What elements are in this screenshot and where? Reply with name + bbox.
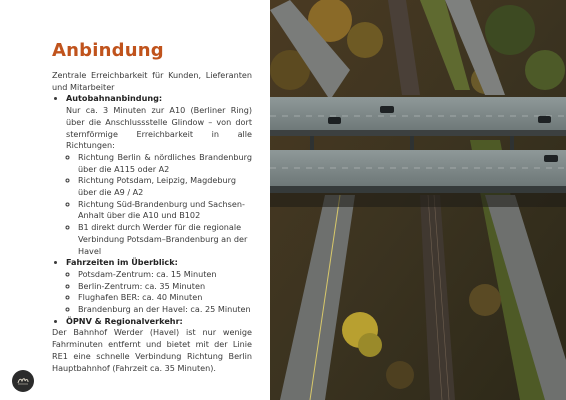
section-autobahn <box>66 93 252 257</box>
section-title-oepnv: ÖPNV & Regionalverkehr: <box>66 315 183 326</box>
list-item: ◦ Richtung Potsdam, Leipzig, Magdeburg über die A9 / A2 <box>78 175 252 198</box>
autobahn-text: Nur ca. 3 Minuten zur A10 (Berliner Ring) über die Anschlussstelle Glindow – von dort sternförmige Erreichbarkeit in alle Richtungen: <box>66 105 252 151</box>
list-item: ◦ Richtung Berlin & nördliches Brandenburg über die A115 oder A2 <box>78 152 252 175</box>
fahrzeiten-list <box>66 269 252 316</box>
section-oepnv <box>66 316 252 328</box>
list-item: ◦ Potsdam-Zentrum: ca. 15 Minuten <box>78 269 252 281</box>
list-item: ◦ Flughafen BER: ca. 40 Minuten <box>78 292 252 304</box>
text-panel <box>0 0 270 400</box>
autobahn-routes <box>66 152 252 257</box>
content-body <box>52 70 252 374</box>
closing-text: Der Bahnhof Werder (Havel) ist nur wenige Fahrminuten entfernt und bietet mit der Linie RE1 eine schnelle Verbindung Richtung Berlin Hauptbahnhof (Fahrzeit ca. 35 Minuten). <box>52 327 252 373</box>
intro-text: Zentrale Erreichbarkeit für Kunden, Lieferanten und Mitarbeiter <box>52 70 252 92</box>
list-item: ◦ B1 direkt durch Werder für die regionale Verbindung Potsdam–Brandenburg an der Havel <box>78 222 252 257</box>
section-list <box>52 93 252 327</box>
highway-aerial-photo <box>270 0 566 400</box>
section-fahrzeiten <box>66 257 252 316</box>
section-title-fahrzeiten: Fahrzeiten im Überblick: <box>66 257 178 268</box>
list-item: ◦ Berlin-Zentrum: ca. 35 Minuten <box>78 281 252 293</box>
section-title-autobahn: Autobahnanbindung: <box>66 93 163 104</box>
list-item: ◦ Richtung Süd-Brandenburg und Sachsen-Anhalt über die A10 und B102 <box>78 199 252 222</box>
page-title: Anbindung <box>52 40 164 61</box>
list-item: ◦ Brandenburg an der Havel: ca. 25 Minuten <box>78 304 252 316</box>
brand-logo-icon <box>12 370 34 392</box>
